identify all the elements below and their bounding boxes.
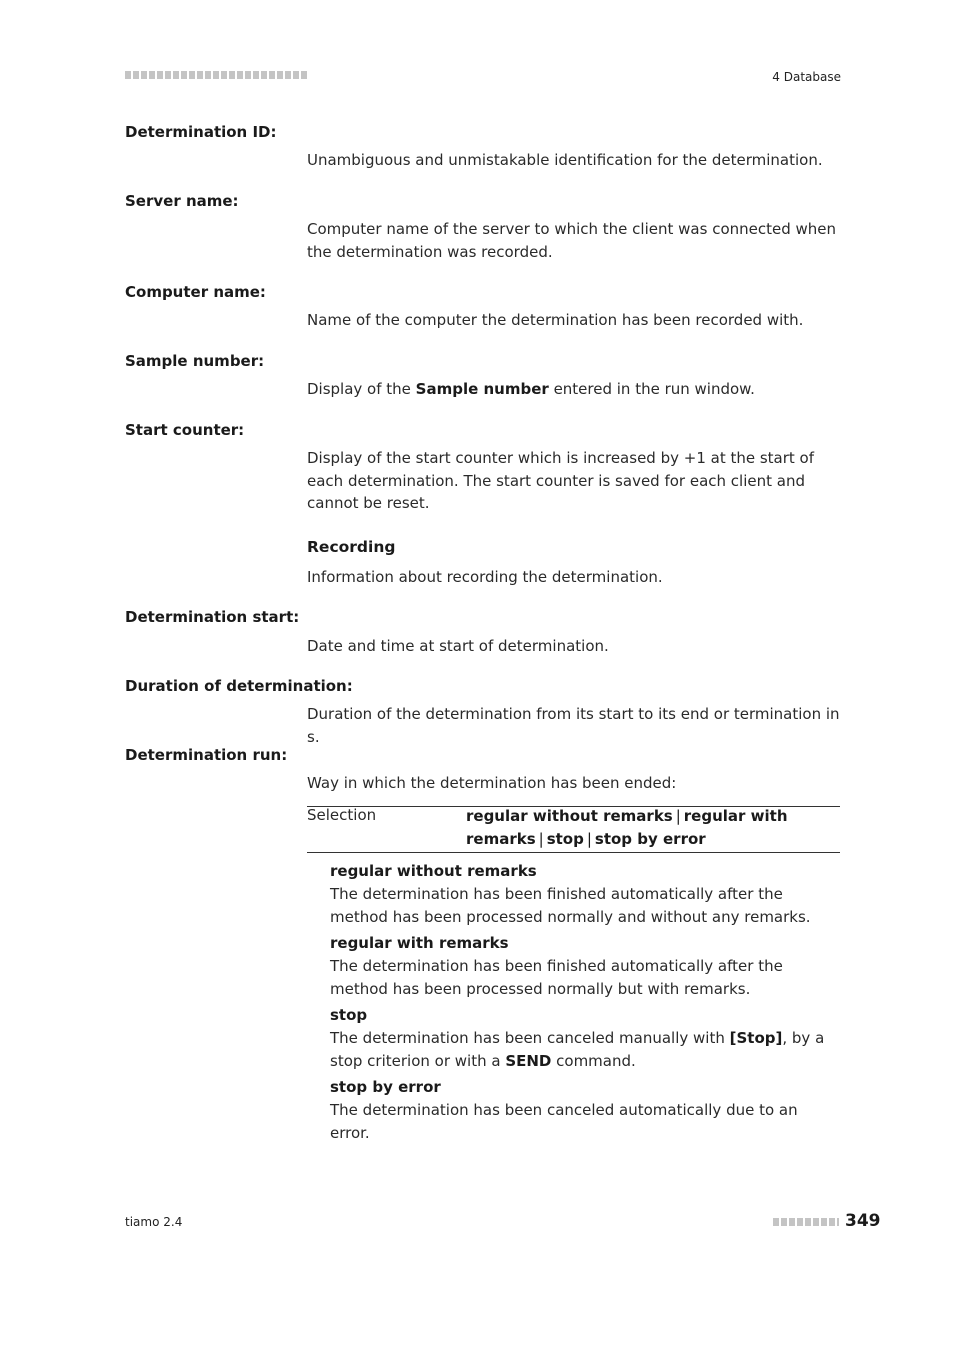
term-determination-run: Determination run: bbox=[125, 746, 288, 764]
desc-sample-number: Display of the Sample number entered in the run window. bbox=[307, 380, 755, 398]
term-determination-start: Determination start: bbox=[125, 608, 300, 626]
term-server-name: Server name: bbox=[125, 192, 239, 210]
selection-value: regular without remarks bbox=[466, 807, 673, 825]
selection-separator: | bbox=[586, 830, 592, 848]
section-recording-heading: Recording bbox=[307, 538, 396, 556]
option-desc-stop-by-error: The determination has been canceled automatically due to an error. bbox=[330, 1101, 798, 1142]
sample-number-ref: Sample number bbox=[415, 380, 549, 398]
option-title-regular-without-remarks: regular without remarks bbox=[330, 862, 537, 880]
chapter-title: 4 Database bbox=[772, 70, 841, 84]
footer-decoration bbox=[773, 1218, 839, 1226]
term-sample-number: Sample number: bbox=[125, 352, 265, 370]
selection-separator: | bbox=[538, 830, 544, 848]
section-recording-intro: Information about recording the determination. bbox=[307, 568, 663, 586]
option-title-regular-with-remarks: regular with remarks bbox=[330, 934, 509, 952]
desc-computer-name: Name of the computer the determination has been recorded with. bbox=[307, 311, 804, 329]
term-start-counter: Start counter: bbox=[125, 421, 245, 439]
desc-duration-of-determination: Duration of the determination from its start to its end or termination in s. bbox=[307, 705, 840, 746]
header-decoration bbox=[125, 71, 307, 79]
send-command-ref: SEND bbox=[505, 1051, 552, 1070]
selection-values bbox=[466, 805, 826, 851]
term-duration-of-determination: Duration of determination: bbox=[125, 677, 353, 695]
selection-label: Selection bbox=[307, 806, 377, 824]
option-desc-regular-without-remarks: The determination has been finished automatically after the method has been processed normally and without any remarks. bbox=[330, 885, 811, 926]
term-determination-id: Determination ID: bbox=[125, 123, 277, 141]
table-bottom-rule bbox=[307, 852, 840, 853]
option-desc-stop: The determination has been canceled manually with [Stop], by a stop criterion or with a SEND command. bbox=[330, 1029, 825, 1070]
desc-determination-start: Date and time at start of determination. bbox=[307, 637, 609, 655]
page-number: 349 bbox=[845, 1211, 881, 1231]
selection-separator: | bbox=[675, 807, 681, 825]
desc-determination-run: Way in which the determination has been ended: bbox=[307, 774, 677, 792]
desc-server-name: Computer name of the server to which the client was connected when the determination was recorded. bbox=[307, 220, 837, 261]
desc-start-counter: Display of the start counter which is increased by +1 at the start of each determination. The start counter is saved for each client and cannot be reset. bbox=[307, 449, 815, 512]
option-title-stop: stop bbox=[330, 1006, 368, 1024]
option-desc-regular-with-remarks: The determination has been finished automatically after the method has been processed normally but with remarks. bbox=[330, 957, 783, 998]
selection-value: stop by error bbox=[594, 830, 706, 848]
selection-value: regular with remarks bbox=[466, 807, 788, 848]
footer-product: tiamo 2.4 bbox=[125, 1215, 183, 1229]
selection-value: stop bbox=[546, 830, 584, 848]
option-title-stop-by-error: stop by error bbox=[330, 1078, 441, 1096]
stop-button-ref: [Stop] bbox=[729, 1029, 783, 1047]
desc-determination-id: Unambiguous and unmistakable identification for the determination. bbox=[307, 151, 823, 169]
term-computer-name: Computer name: bbox=[125, 283, 266, 301]
